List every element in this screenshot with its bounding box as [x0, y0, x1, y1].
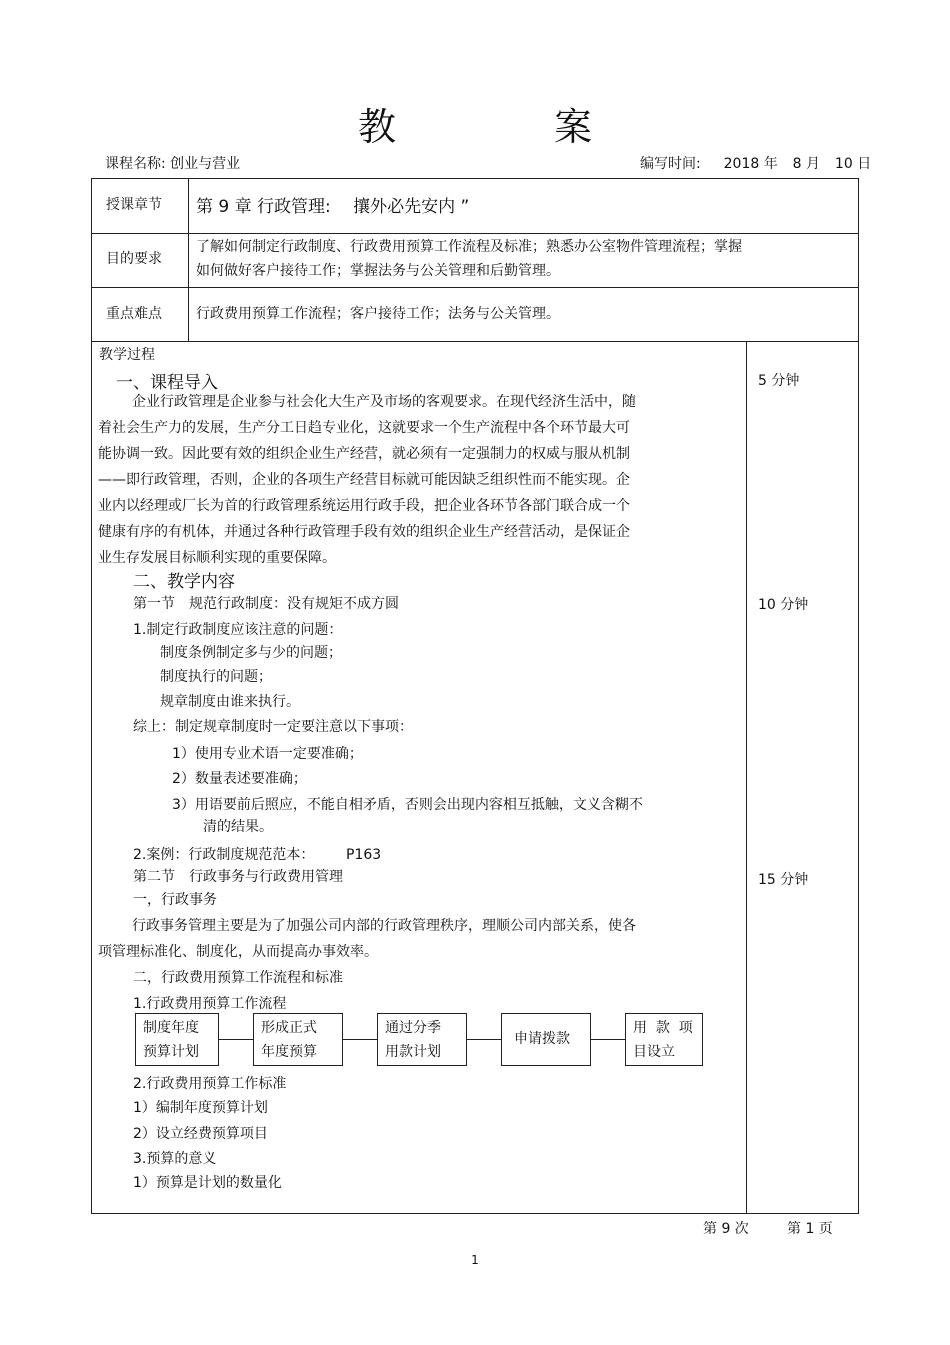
date-info	[640, 153, 871, 173]
flow-step-4: 申请拨款	[501, 1013, 591, 1066]
flow-step-3: 通过分季 用款计划	[377, 1013, 467, 1066]
flow-step-5: 用 款 项 目设立	[625, 1013, 703, 1066]
s1-case: 2.案例：行政制度规范范本：	[133, 847, 315, 863]
date-day: 10	[834, 156, 853, 172]
date-year: 2018	[723, 156, 760, 172]
page-title: 教 案	[357, 105, 652, 149]
intro-line: 健康有序的有机体，并通过各种行政管理手段有效的组织企业生产经营活动，是保证企	[98, 524, 630, 540]
s2-para-line: 项管理标准化、制度化，从而提高办事效率。	[98, 944, 378, 960]
page-number: 1	[471, 1253, 479, 1267]
s1-point-continued: 清的结果。	[203, 819, 273, 835]
s1-sub-item: 制度执行的问题；	[160, 669, 272, 685]
intro-line: 着社会生产力的发展，生产分工日趋专业化，这就要求一个生产流程中各个环节最大可	[98, 420, 630, 436]
column-divider	[746, 341, 747, 1214]
s1-point: 2）数量表述要准确；	[172, 771, 307, 787]
date-day-unit: 日	[857, 156, 872, 172]
objectives-line-2: 如何做好客户接待工作；掌握法务与公关管理和后勤管理。	[196, 263, 560, 279]
intro-line: ——即行政管理，否则，企业的各项生产经营目标就可能因缺乏组织性而不能实现。企	[98, 472, 630, 488]
time-allocation: 10 分钟	[758, 597, 809, 613]
s1-sub-item: 规章制度由谁来执行。	[160, 694, 300, 710]
course-name: 创业与营业	[170, 156, 241, 172]
intro-line: 企业行政管理是企业参与社会化大生产及市场的客观要求。在现代经济生活中，随	[132, 394, 636, 410]
sub-section-2-title: 第二节 行政事务与行政费用管理	[133, 869, 343, 885]
intro-line: 能协调一致。因此要有效的组织企业生产经营，就必须有一定强制力的权威与服从机制	[98, 446, 630, 462]
flow-step-2: 形成正式 年度预算	[253, 1013, 343, 1066]
objectives-line-1: 了解如何制定行政制度、行政费用预算工作流程及标准；熟悉办公室物件管理流程；掌握	[196, 239, 742, 255]
std-item: 2）设立经费预算项目	[133, 1126, 268, 1142]
page-label: 第 1 页	[787, 1221, 833, 1237]
meaning-title: 3.预算的意义	[133, 1151, 217, 1167]
s1-sub-item: 制度条例制定多与少的问题；	[160, 645, 342, 661]
date-month: 8	[792, 156, 802, 172]
time-allocation: 5 分钟	[758, 373, 800, 389]
s2-paragraph	[98, 913, 740, 965]
s1-item-1: 1.制定行政制度应该注意的问题：	[133, 622, 343, 638]
sub-section-1-title: 第一节 规范行政制度：没有规矩不成方圆	[133, 596, 399, 612]
s1-point: 3）用语要前后照应，不能自相矛盾，否则会出现内容相互抵触，文义含糊不	[172, 797, 643, 813]
date-month-unit: 月	[806, 156, 820, 172]
s1-case-page: P163	[346, 847, 382, 863]
s2-sub-2: 二，行政费用预算工作流程和标准	[133, 970, 343, 986]
row-label-keypoints: 重点难点	[106, 306, 162, 322]
course-label: 课程名称:	[105, 156, 166, 172]
std-item: 1）编制年度预算计划	[133, 1100, 268, 1116]
row-label-objectives: 目的要求	[106, 251, 162, 267]
date-label: 编写时间:	[640, 156, 701, 172]
chapter-value: 第 9 章 行政管理: 攘外必先安内 ”	[196, 197, 470, 217]
time-allocation: 15 分钟	[758, 872, 809, 888]
flow-step-1: 制度年度 预算计划	[135, 1013, 219, 1066]
s2-sub-1: 一，行政事务	[133, 892, 217, 908]
course-info	[105, 153, 240, 173]
row-label-chapter: 授课章节	[106, 197, 162, 213]
intro-line: 业内以经理或厂长为首的行政管理系统运用行政手段，把企业各环节各部门联合成一个	[98, 498, 630, 514]
section-1-title: 一、课程导入	[116, 373, 218, 393]
keypoints-value: 行政费用预算工作流程；客户接待工作；法务与公关管理。	[196, 306, 560, 322]
s1-summary: 综上：制定规章制度时一定要注意以下事项：	[133, 719, 413, 735]
flow-title: 1.行政费用预算工作流程	[133, 996, 287, 1012]
meaning-item: 1）预算是计划的数量化	[133, 1175, 282, 1191]
section-2-title: 二、教学内容	[133, 572, 235, 592]
s1-point: 1）使用专业术语一定要准确；	[172, 746, 363, 762]
std-title: 2.行政费用预算工作标准	[133, 1076, 287, 1092]
column-divider	[188, 178, 189, 341]
row-divider	[91, 341, 859, 342]
row-divider	[91, 233, 859, 234]
process-heading: 教学过程	[99, 347, 155, 363]
intro-line: 业生存发展目标顺利实现的重要保障。	[98, 550, 336, 566]
session-number: 第 9 次	[703, 1221, 749, 1237]
intro-paragraph	[98, 389, 740, 571]
s2-para-line: 行政事务管理主要是为了加强公司内部的行政管理秩序，理顺公司内部关系，使各	[132, 918, 636, 934]
row-divider	[91, 287, 859, 288]
date-year-unit: 年	[763, 156, 778, 172]
